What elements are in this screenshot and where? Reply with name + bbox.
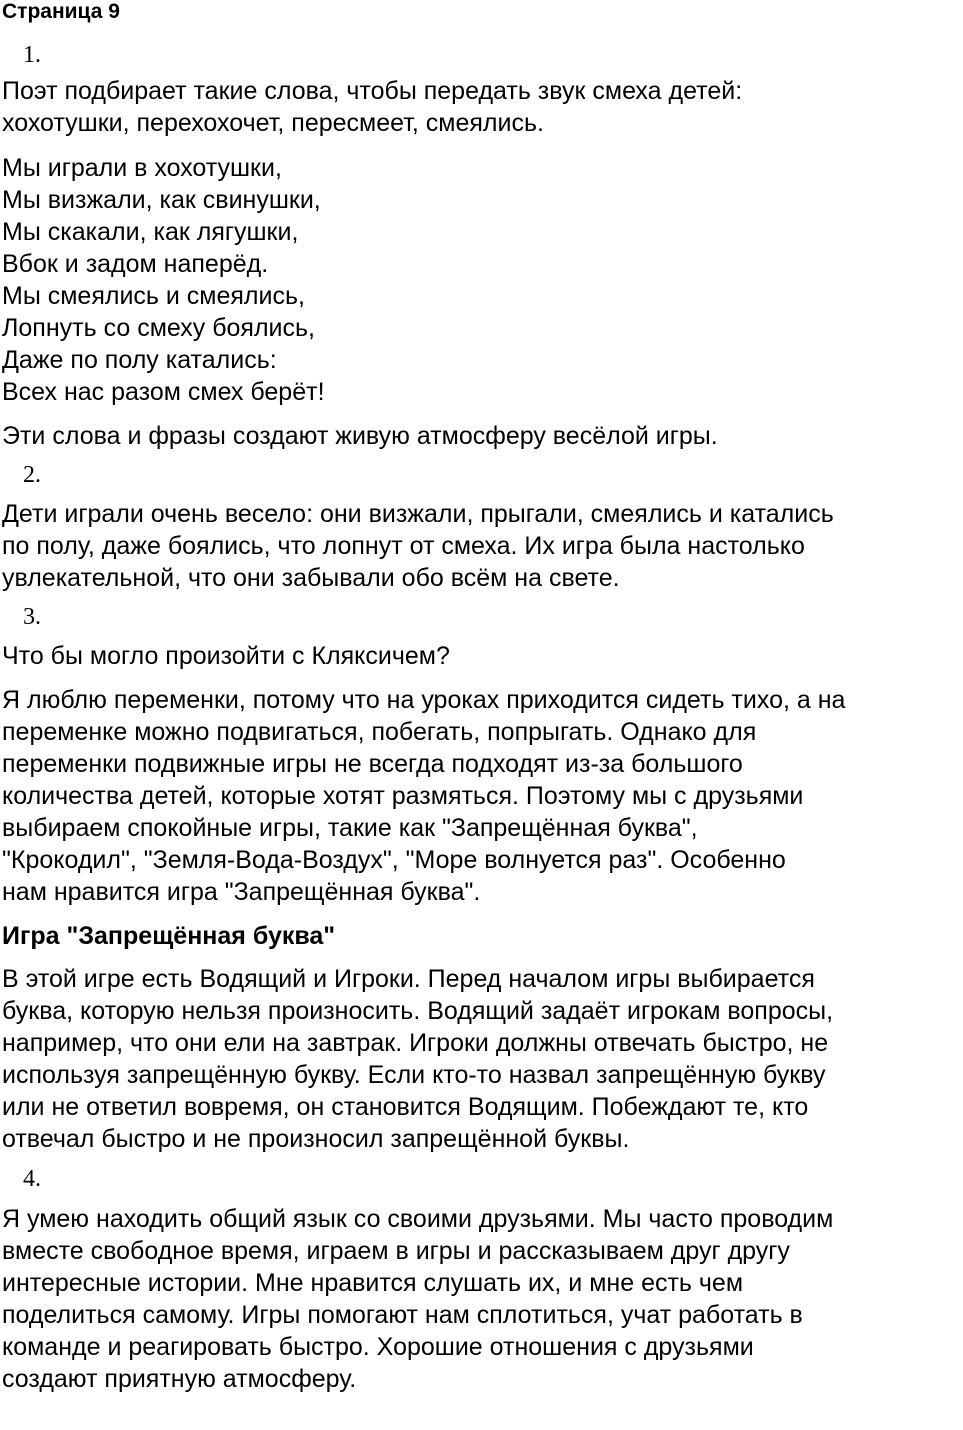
s2-line: Дети играли очень весело: они визжали, прыгали, смеялись и катались (2, 500, 834, 528)
poem-line: Мы играли в хохотушки, (2, 154, 282, 182)
game-heading: Игра "Запрещённая буква" (2, 922, 336, 950)
poem-line: Мы скакали, как лягушки, (2, 218, 299, 246)
s4-line: команде и реагировать быстро. Хорошие отношения с друзьями (2, 1333, 754, 1361)
s4-text (2, 1203, 962, 1395)
s3-line: переменке можно подвигаться, побегать, попрыгать. Однако для (2, 718, 757, 746)
s2-text (2, 498, 962, 594)
game-line: например, что они ели на завтрак. Игроки должны отвечать быстро, не (2, 1029, 829, 1057)
s3-line: "Крокодил", "Земля-Вода-Воздух", "Море волнуется раз". Особенно (2, 846, 786, 874)
s1-intro (2, 75, 962, 139)
poem-line: Вбок и задом наперёд. (2, 250, 269, 278)
game-line: В этой игре есть Водящий и Игроки. Перед началом игры выбирается (2, 965, 815, 993)
page-content (2, 0, 962, 1395)
s4-line: интересные истории. Мне нравится слушать их, и мне есть чем (2, 1269, 744, 1297)
s3-question-line: Что бы могло произойти с Кляксичем? (2, 642, 450, 670)
game-text (2, 963, 962, 1155)
s3-question (2, 640, 962, 672)
s1-poem (2, 152, 962, 408)
s4-line: вместе свободное время, играем в игры и рассказываем друг другу (2, 1237, 790, 1265)
page-title: Страница 9 (2, 0, 120, 23)
s3-line: выбираем спокойные игры, такие как "Запрещённая буква", (2, 814, 698, 842)
section-number-4: 4. (23, 1166, 41, 1192)
s1-outro (2, 420, 962, 452)
section-number-1: 1. (23, 42, 41, 68)
section-number-2: 2. (23, 462, 41, 488)
s2-line: по полу, даже боялись, что лопнут от смеха. Их игра была настолько (2, 532, 805, 560)
poem-line: Лопнуть со смеху боялись, (2, 314, 315, 342)
game-line: отвечал быстро и не произносил запрещённой буквы. (2, 1125, 630, 1153)
game-line: или не ответил вовремя, он становится Водящим. Побеждают те, кто (2, 1093, 809, 1121)
poem-line: Мы визжали, как свинушки, (2, 186, 321, 214)
s4-line: Я умею находить общий язык со своими друзьями. Мы часто проводим (2, 1205, 834, 1233)
s3-line: количества детей, которые хотят размяться. Поэтому мы с друзьями (2, 782, 804, 810)
s4-line: создают приятную атмосферу. (2, 1365, 357, 1393)
s4-line: поделиться самому. Игры помогают нам сплотиться, учат работать в (2, 1301, 803, 1329)
s3-text (2, 684, 962, 908)
s1-intro-line: Поэт подбирает такие слова, чтобы передать звук смеха детей: (2, 77, 743, 105)
s3-line: нам нравится игра "Запрещённая буква". (2, 878, 481, 906)
s2-line: увлекательной, что они забывали обо всём на свете. (2, 564, 620, 592)
poem-line: Даже по полу катались: (2, 346, 277, 374)
poem-line: Всех нас разом смех берёт! (2, 378, 325, 406)
s3-line: Я люблю переменки, потому что на уроках приходится сидеть тихо, а на (2, 686, 846, 714)
s1-intro-line: хохотушки, перехохочет, пересмеет, смеялись. (2, 109, 544, 137)
section-number-3: 3. (23, 604, 41, 630)
game-line: используя запрещённую букву. Если кто-то назвал запрещённую букву (2, 1061, 826, 1089)
s1-outro-line: Эти слова и фразы создают живую атмосферу весёлой игры. (2, 422, 718, 450)
s3-line: переменки подвижные игры не всегда подходят из-за большого (2, 750, 743, 778)
game-line: буква, которую нельзя произносить. Водящий задаёт игрокам вопросы, (2, 997, 834, 1025)
poem-line: Мы смеялись и смеялись, (2, 282, 305, 310)
